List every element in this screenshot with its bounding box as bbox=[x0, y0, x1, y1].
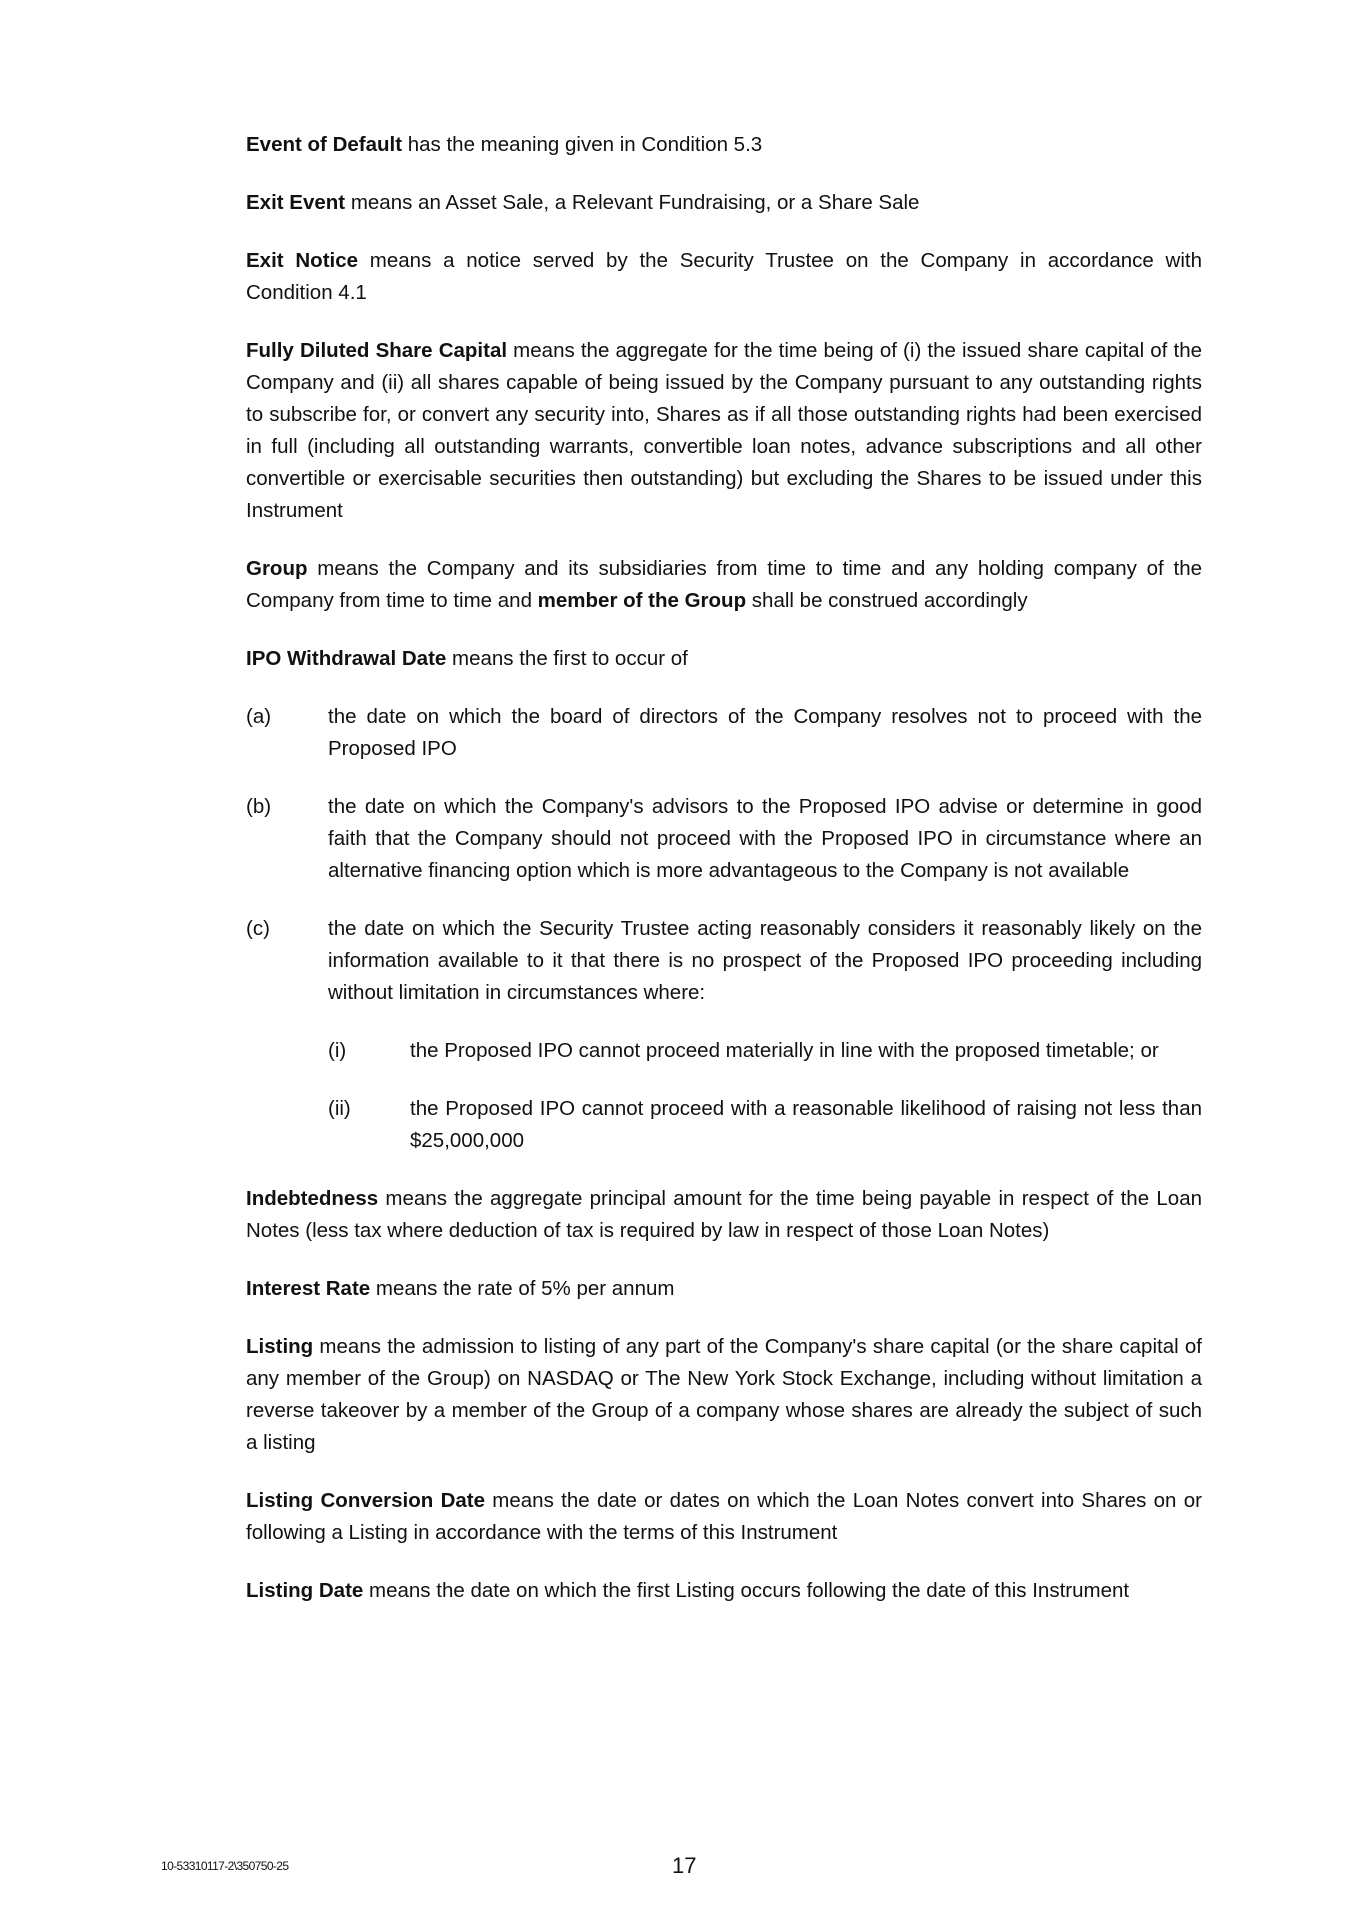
definition-text: means the first to occur of bbox=[446, 647, 688, 670]
definition-exit-event bbox=[246, 187, 1202, 219]
sublist-item-ii bbox=[328, 1093, 1202, 1157]
definition-interest-rate bbox=[246, 1273, 1202, 1305]
document-body bbox=[246, 129, 1202, 1633]
definition-text: has the meaning given in Condition 5.3 bbox=[402, 133, 763, 156]
defined-term: Event of Default bbox=[246, 133, 403, 156]
definition-text: means the date or dates on which the Loan Notes convert into Shares on or following a Listing in accordance with the terms of this Instrument bbox=[246, 1489, 1202, 1544]
defined-term: Exit Notice bbox=[246, 249, 359, 272]
defined-term: Interest Rate bbox=[246, 1277, 371, 1300]
defined-term: Exit Event bbox=[246, 191, 346, 214]
definition-text-secondary: shall be construed accordingly bbox=[746, 589, 1028, 612]
sublist-item-i bbox=[328, 1035, 1202, 1067]
definition-fully-diluted-share-capital bbox=[246, 335, 1202, 527]
definition-listing bbox=[246, 1331, 1202, 1459]
sublist bbox=[328, 1035, 1202, 1157]
defined-term-secondary: member of the Group bbox=[537, 589, 747, 612]
sublist-text: the Proposed IPO cannot proceed with a reasonable likelihood of raising not less than $25,000,000 bbox=[410, 1097, 1202, 1152]
defined-term: Listing Date bbox=[246, 1579, 364, 1602]
definition-text: means the admission to listing of any part of the Company's share capital (or the share capital of any member of the Group) on NASDAQ or The New York Stock Exchange, including without limitation a reverse takeover by a member of the Group of a company whose shares are already the subject of such a listing bbox=[246, 1335, 1202, 1454]
definition-listing-date bbox=[246, 1575, 1202, 1607]
definition-text: means the date on which the first Listing occurs following the date of this Instrument bbox=[363, 1579, 1130, 1602]
definition-text: means the rate of 5% per annum bbox=[370, 1277, 675, 1300]
list-text: the date on which the Company's advisors to the Proposed IPO advise or determine in good faith that the Company should not proceed with the Proposed IPO in circumstance where an alternative financing option which is more advantageous to the Company is not available bbox=[328, 795, 1202, 882]
document-reference: 10-53310117-2\350750-25 bbox=[161, 1859, 289, 1873]
defined-term: Group bbox=[246, 557, 308, 580]
defined-term: IPO Withdrawal Date bbox=[246, 647, 447, 670]
page-number: 17 bbox=[672, 1853, 697, 1878]
list-text: the date on which the board of directors of the Company resolves not to proceed with the Proposed IPO bbox=[328, 705, 1202, 760]
definition-text: means a notice served by the Security Trustee on the Company in accordance with Condition 4.1 bbox=[246, 249, 1202, 304]
sublist-label: (ii) bbox=[328, 1097, 351, 1120]
defined-term: Listing bbox=[246, 1335, 314, 1358]
list-label: (a) bbox=[246, 705, 272, 728]
definition-text: means the Company and its subsidiaries from time to time and any holding company of the Company from time to time and bbox=[246, 557, 1202, 612]
definition-listing-conversion-date bbox=[246, 1485, 1202, 1549]
list-label: (b) bbox=[246, 795, 272, 818]
definition-ipo-withdrawal-date bbox=[246, 643, 1202, 675]
list-item-c bbox=[246, 913, 1202, 1009]
definition-group bbox=[246, 553, 1202, 617]
sublist-label: (i) bbox=[328, 1039, 347, 1062]
defined-term: Fully Diluted Share Capital bbox=[246, 339, 508, 362]
list-item-a bbox=[246, 701, 1202, 765]
list-text: the date on which the Security Trustee acting reasonably considers it reasonably likely on the information available to it that there is no prospect of the Proposed IPO proceeding including without limitation in circumstances where: bbox=[328, 917, 1202, 1004]
list-label: (c) bbox=[246, 917, 270, 940]
sublist-text: the Proposed IPO cannot proceed materially in line with the proposed timetable; or bbox=[410, 1039, 1159, 1062]
definition-text: means the aggregate for the time being of (i) the issued share capital of the Company and (ii) all shares capable of being issued by the Company pursuant to any outstanding rights to subscribe for, or convert any security into, Shares as if all those outstanding rights had been exercised in full (including all outstanding warrants, convertible loan notes, advance subscriptions and all other convertible or exercisable securities then outstanding) but excluding the Shares to be issued under this Instrument bbox=[246, 339, 1202, 522]
defined-term: Indebtedness bbox=[246, 1187, 379, 1210]
list-item-b bbox=[246, 791, 1202, 887]
defined-term: Listing Conversion Date bbox=[246, 1489, 485, 1512]
definition-text: means the aggregate principal amount for the time being payable in respect of the Loan Notes (less tax where deduction of tax is required by law in respect of those Loan Notes) bbox=[246, 1187, 1202, 1242]
definition-indebtedness bbox=[246, 1183, 1202, 1247]
definition-text: means an Asset Sale, a Relevant Fundraising, or a Share Sale bbox=[345, 191, 920, 214]
definition-event-of-default bbox=[246, 129, 1202, 161]
definition-exit-notice bbox=[246, 245, 1202, 309]
